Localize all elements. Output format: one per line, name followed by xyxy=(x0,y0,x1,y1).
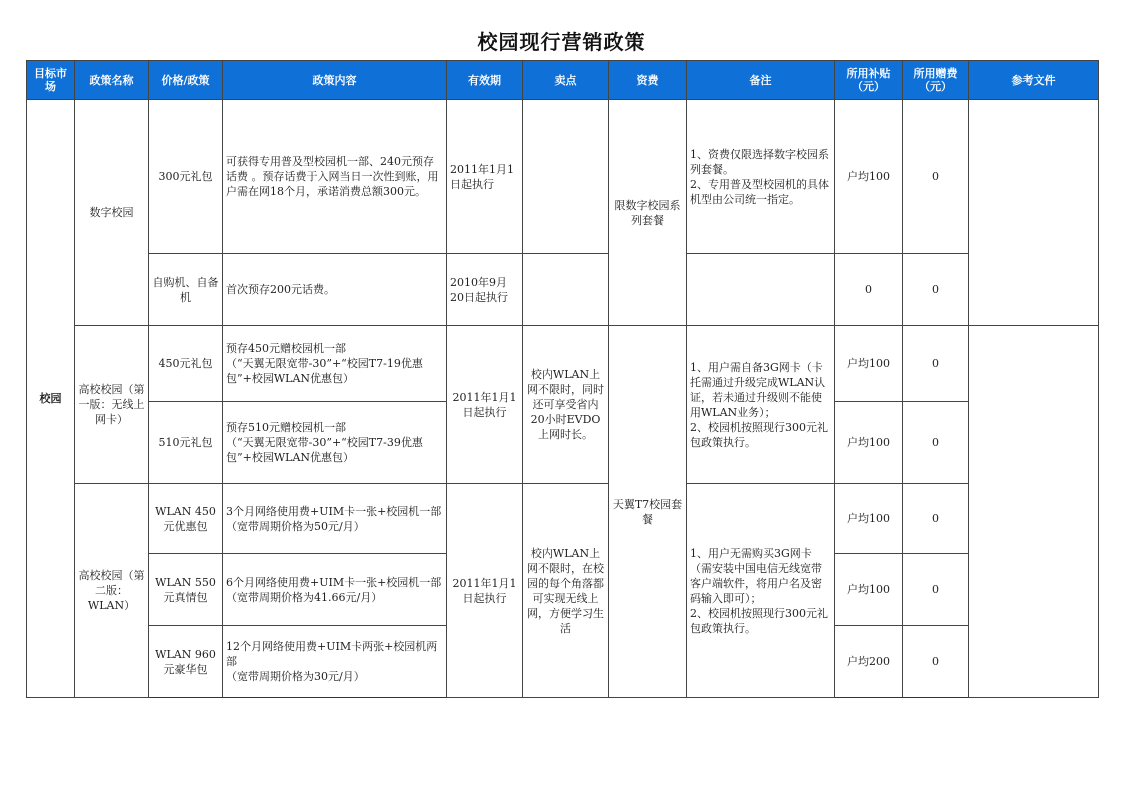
subsidy-cell: 0 xyxy=(835,254,903,326)
price-cell: 510元礼包 xyxy=(149,402,223,484)
header-row xyxy=(27,61,1099,100)
header-policy-name: 政策名称 xyxy=(75,61,149,100)
table-row xyxy=(27,484,1099,554)
header-subsidy: 所用补贴（元） xyxy=(835,61,903,100)
header-remark: 备注 xyxy=(687,61,835,100)
tariff-cell: 天翼T7校园套餐 xyxy=(609,326,687,698)
market-cell: 校园 xyxy=(27,100,75,698)
policy-table xyxy=(26,60,1099,698)
gift-cell: 0 xyxy=(903,484,969,554)
content-cell: 可获得专用普及型校园机一部、240元预存话费 。预存话费于入网当日一次性到账，用户需在网18个月，承诺消费总额300元。 xyxy=(223,100,447,254)
content-cell: 12个月网络使用费+UIM卡两张+校园机两部 （宽带周期价格为30元/月） xyxy=(223,626,447,698)
content-cell: 预存450元赠校园机一部 （“天翼无限宽带-30”+“校园T7-19优惠包”+校园WLAN优惠包） xyxy=(223,326,447,402)
subsidy-cell: 户均100 xyxy=(835,100,903,254)
valid-cell: 2011年1月1日起执行 xyxy=(447,326,523,484)
tariff-cell: 限数字校园系列套餐 xyxy=(609,100,687,326)
subsidy-cell: 户均100 xyxy=(835,554,903,626)
table-row xyxy=(27,254,1099,326)
header-market: 目标市场 xyxy=(27,61,75,100)
gift-cell: 0 xyxy=(903,326,969,402)
table-row xyxy=(27,100,1099,254)
remark-cell xyxy=(687,254,835,326)
selling-point-cell xyxy=(523,254,609,326)
selling-point-cell xyxy=(523,100,609,254)
policy-name-cell: 高校校园（第二版：WLAN） xyxy=(75,484,149,698)
subsidy-cell: 户均100 xyxy=(835,326,903,402)
content-cell: 预存510元赠校园机一部 （“天翼无限宽带-30”+“校园T7-39优惠包”+校园WLAN优惠包） xyxy=(223,402,447,484)
price-cell: WLAN 450元优惠包 xyxy=(149,484,223,554)
subsidy-cell: 户均100 xyxy=(835,484,903,554)
price-cell: WLAN 550元真情包 xyxy=(149,554,223,626)
price-cell: 自购机、自备机 xyxy=(149,254,223,326)
selling-point-cell: 校内WLAN上网不限时，同时还可享受省内20小时EVDO上网时长。 xyxy=(523,326,609,484)
remark-cell: 1、资费仅限选择数字校园系列套餐。 2、专用普及型校园机的具体机型由公司统一指定。 xyxy=(687,100,835,254)
content-cell: 3个月网络使用费+UIM卡一张+校园机一部 （宽带周期价格为50元/月） xyxy=(223,484,447,554)
gift-cell: 0 xyxy=(903,402,969,484)
header-tariff: 资费 xyxy=(609,61,687,100)
valid-cell: 2011年1月1日起执行 xyxy=(447,484,523,698)
subsidy-cell: 户均100 xyxy=(835,402,903,484)
header-reference: 参考文件 xyxy=(969,61,1099,100)
header-price: 价格/政策 xyxy=(149,61,223,100)
selling-point-cell: 校内WLAN上网不限时，在校园的每个角落都可实现无线上网，方便学习生活 xyxy=(523,484,609,698)
header-selling-point: 卖点 xyxy=(523,61,609,100)
header-gift: 所用赠费（元） xyxy=(903,61,969,100)
policy-name-cell: 高校校园（第一版：无线上网卡） xyxy=(75,326,149,484)
content-cell: 6个月网络使用费+UIM卡一张+校园机一部 （宽带周期价格为41.66元/月） xyxy=(223,554,447,626)
table-row xyxy=(27,326,1099,402)
page-title: 校园现行营销政策 xyxy=(477,30,646,54)
price-cell: 450元礼包 xyxy=(149,326,223,402)
reference-cell xyxy=(969,326,1099,698)
valid-cell: 2011年1月1日起执行 xyxy=(447,100,523,254)
reference-cell xyxy=(969,100,1099,326)
policy-name-cell: 数字校园 xyxy=(75,100,149,326)
gift-cell: 0 xyxy=(903,626,969,698)
price-cell: WLAN 960元豪华包 xyxy=(149,626,223,698)
gift-cell: 0 xyxy=(903,254,969,326)
subsidy-cell: 户均200 xyxy=(835,626,903,698)
gift-cell: 0 xyxy=(903,554,969,626)
valid-cell: 2010年9月20日起执行 xyxy=(447,254,523,326)
price-cell: 300元礼包 xyxy=(149,100,223,254)
remark-cell: 1、用户无需购买3G网卡（需安装中国电信无线宽带客户端软件，将用户名及密码输入即可）； 2、校园机按照现行300元礼包政策执行。 xyxy=(687,484,835,698)
remark-cell: 1、用户需自备3G网卡（卡托需通过升级完成WLAN认证，若未通过升级则不能使用WLAN业务）； 2、校园机按照现行300元礼包政策执行。 xyxy=(687,326,835,484)
gift-cell: 0 xyxy=(903,100,969,254)
header-valid: 有效期 xyxy=(447,61,523,100)
content-cell: 首次预存200元话费。 xyxy=(223,254,447,326)
header-content: 政策内容 xyxy=(223,61,447,100)
